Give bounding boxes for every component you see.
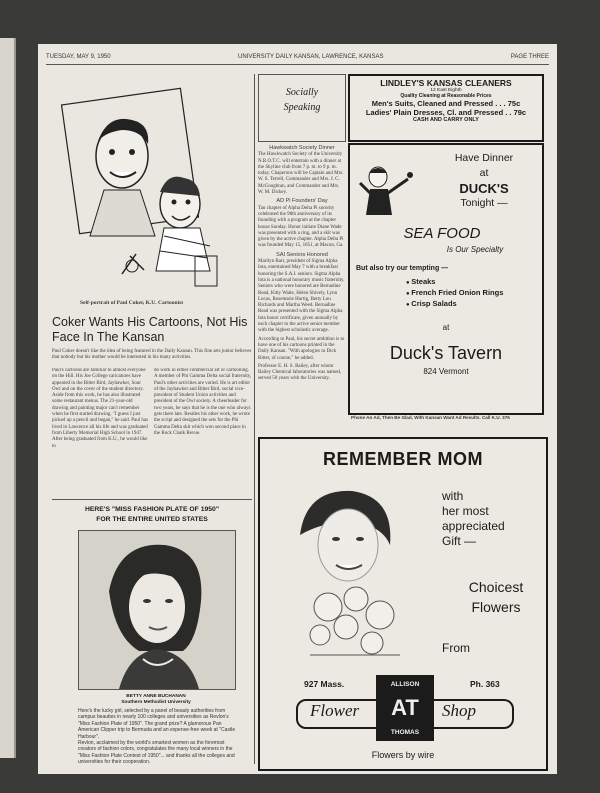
ducks-line-4: Tonight — [460, 197, 508, 209]
mom-message [442, 489, 546, 549]
florist-logo [292, 675, 514, 745]
society-paragraph: The Hawkwatch Society of the University N.R.O.T.C. will entertain with a dinner at the Skyline club from 7 p. m. to 9 p. m. today. Chaperons will be Captain and Mrs. W. S. Terrell, Commander and Mrs. J. C. McGoughran, and Commander and Mrs. W. M. Dickey. [258, 152, 344, 196]
society-heading: AD Pi Founders' Day [276, 198, 328, 205]
mom-line-3: appreciated [442, 519, 505, 533]
waiter-illustration [358, 161, 422, 226]
society-title-1: Socially [285, 87, 319, 98]
logo-left-text: Flower [310, 701, 360, 720]
logo-bottom-text: THOMAS [390, 729, 420, 736]
logo-right-text: Shop [442, 701, 476, 720]
header-rule [46, 64, 549, 65]
ducks-ad [348, 143, 544, 415]
society-paragraph: Professor E. H. S. Bailey, after whom Bailey Chemical laboratories was named, served 50 years with the University. [258, 363, 342, 382]
logo-mid-text: AT [391, 695, 419, 720]
header-page: PAGE THREE [510, 54, 549, 60]
fashion-winner-name: BETTY ANNE BUCHANAN [126, 694, 186, 699]
fashion-headline [52, 505, 252, 525]
fashion-headline-line-1: HERE'S "MISS FASHION PLATE OF 1950" [84, 506, 220, 513]
mom-line-1: with [442, 489, 464, 503]
society-title-2: Speaking [283, 102, 321, 113]
ducks-headline [430, 151, 538, 211]
florist-address: 927 Mass. [304, 679, 345, 689]
cleaners-name: LINDLEY'S KANSAS CLEANERS [380, 78, 512, 88]
logo-top-text: ALLISON [390, 681, 420, 688]
flower-ad [258, 437, 548, 771]
society-heading: SAI Seniors Honored [276, 251, 328, 258]
society-paragraph: Marilyn Barr, president of Sigma Alpha Iota, entertained May 7 with a breakfast honoring the S.A.I. seniors. Sigma Alpha Iota is a national honorary music fraternity. Seniors who were honored are Bernadine Read, Kitty Waite, Helen Shively, Lynn Lucas, Rosemarie Hurtig, Betty Lou Richards and Martha Weed. Bernadine Read was presented with the Sigma Alpha Iota honor certificate, given annually by each chapter to the active senior member with the highest scholastic average. [258, 259, 345, 334]
newspaper-page [38, 44, 557, 774]
mom-line-2: her most [442, 504, 489, 518]
ducks-tavern-name: Duck's Tavern [389, 343, 503, 363]
society-paragraph: Tau chapter of Alpha Delta Pi sorority celebrated the 98th anniversary of its founding with a program at the chapter house Sunday. Honor initiate Diane Wade was presented with a ring, and a skit was given by the active chapter. Alpha Delta Pi was founded May 15, 1851, at Macon, Ga. [258, 205, 344, 249]
ducks-specialty: Is Our Specialty [446, 245, 504, 254]
ducks-at: at [442, 323, 450, 332]
ducks-tempting: But also try our tempting — [356, 265, 449, 272]
ducks-menu-item: ● Steaks [406, 277, 516, 288]
ducks-menu [406, 277, 516, 310]
mom-line-6: Flowers [471, 599, 521, 615]
mom-flowers [446, 577, 546, 617]
society-paragraph: According to Paul, his secret ambition is to have one of his cartoons printed in the Daily Kansan. "With apologies to Dick Ritter, of course," he added. [258, 336, 345, 361]
cartoon-image [60, 86, 230, 296]
ducks-line-2: at [479, 167, 489, 179]
cartoon-headline: Coker Wants His Cartoons, Not His Face In The Kansan [52, 315, 248, 344]
ducks-menu-item: ● Crisp Salads [406, 299, 516, 310]
cartoon-lead: Paul Coker doesn't like the idea of being featured in the Daily Kansan. This fine arts junior believes that nobody but his mother would be interested in his many activities. [52, 349, 252, 361]
header-date: TUESDAY, MAY 9, 1950 [46, 54, 111, 60]
cleaners-price-1: Men's Suits, Cleaned and Pressed . . . 75c [371, 99, 521, 108]
ducks-menu-item: ● French Fried Onion Rings [406, 288, 516, 299]
cleaners-footer: CASH AND CARRY ONLY [413, 117, 479, 123]
fashion-photo [78, 530, 236, 690]
society-masthead [258, 74, 346, 142]
cleaners-price-2: Ladies' Plain Dresses, Cl. and Pressed . . 79c [365, 108, 527, 117]
cleaners-address: 12 East Eighth [430, 88, 462, 93]
ducks-address: 824 Vermont [423, 367, 469, 376]
binder-edge [0, 38, 16, 758]
cleaners-tagline: Quality Cleaning at Reasonable Prices [400, 93, 492, 99]
ducks-seafood: SEA FOOD [403, 225, 481, 242]
mom-from: From [442, 641, 470, 655]
mom-photo [270, 475, 430, 665]
florist-phone: Ph. 363 [470, 679, 500, 689]
ducks-line-1: Have Dinner [454, 152, 514, 164]
cleaners-ad [348, 74, 544, 142]
page-header [46, 54, 549, 60]
fashion-body-1: Here's the lucky girl, selected by a panel of beauty authorities from campus beauties in nearly 100 colleges and universities as Revlon's "Miss Fashion Plate of 1950". The grand prize? A glamorous Pan American Clipper trip to Bermuda and an expense-free week at "Castle Harbour". [78, 708, 236, 740]
mom-line-4: Gift — [442, 534, 477, 548]
header-masthead: UNIVERSITY DAILY KANSAN, LAWRENCE, KANSAS [237, 54, 384, 60]
cartoon-column-1: Paul's cartoons are familiar to almost everyone on the Hill. His Joe College caricatures have appeared in the Bitter Bird, Jayhawker, Sour Owl and on the cover of the student directory. Aside from this work, he has also illustrated some restaurant menus. The 21-year-old drawing and painting major can't remember when he first started drawing. "I guess I just picked up a pencil and began," he said. Paul has lived in Lawrence all his life and was graduated from Liberty Memorial High School in 1947. After being graduated from K.U., he would like to [52, 368, 149, 449]
society-heading: Hawkwatch Society Dinner [269, 145, 335, 151]
mom-wire: Flowers by wire [371, 750, 435, 760]
society-column [258, 144, 346, 438]
mom-headline: REMEMBER MOM [323, 449, 483, 469]
cartoon-column-2: do work in either commercial art or cartooning. A member of Phi Gamma Delta social fraternity, Paul's other activities are varied. He is art editor of the Jayhawker and Bitter Bird, social vice-president of Student Union activities and president of the Owl society. A cheerleader for two years, he says that he is the one who always gets there late. Besides his other work, he wrote the script and designed the sets for the Phi Gamma Delta skit which won second place in the Rock Chalk Revue. [154, 368, 252, 436]
column-rule [254, 74, 255, 764]
cartoon-caption: Self-portrait of Paul Coker, K.U. Cartoonist [80, 300, 184, 306]
section-rule [52, 499, 252, 500]
fashion-headline-line-2: FOR THE ENTIRE UNITED STATES [96, 516, 208, 523]
mom-line-5: Choicest [468, 579, 524, 595]
phone-ad-line: Phone An Ad, Then Be Glad, With Kansan Want Ad Results. Call K.U. 376 [351, 415, 510, 420]
fashion-winner-school: Southern Methodist University [121, 700, 191, 705]
fashion-body-2: Revlon, acclaimed by the world's smartest women as the foremost creators of fashion colors, congratulates the many local winners in the "Miss Fashion Plate Contest of 1950"... and thanks all the colleges and universities for their cooperation. [78, 740, 235, 766]
ducks-line-3: DUCK'S [459, 181, 509, 196]
